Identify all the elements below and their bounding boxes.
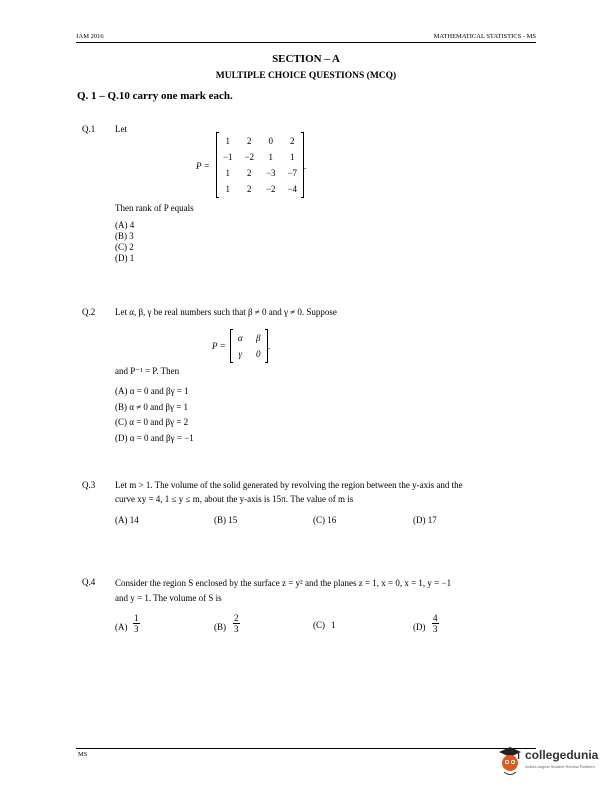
q2-number: Q.2 <box>82 307 96 317</box>
logo-tagline: India's largest Student Review Platform <box>525 764 595 769</box>
q3-option-a: (A) 14 <box>115 515 139 525</box>
footer-rule <box>76 748 536 749</box>
matrix-row <box>217 133 303 149</box>
matrix-cell: 1 <box>225 136 230 146</box>
marks-note: Q. 1 – Q.10 carry one mark each. <box>77 90 233 102</box>
q4-option-a-num: 1 <box>134 613 139 623</box>
q4-option-b-num: 2 <box>234 613 239 623</box>
collegedunia-logo <box>495 742 607 778</box>
q3-line1: Let m > 1. The volume of the solid generated by revolving the region between the y-axis and the <box>115 480 463 490</box>
q1-lhs: P = <box>196 161 210 171</box>
q1-option-d: (D) 1 <box>115 253 135 263</box>
q4-line2: and y = 1. The volume of S is <box>115 593 222 603</box>
matrix-cell: 2 <box>290 136 295 146</box>
matrix-cell: 0 <box>255 349 261 359</box>
matrix-cell: 1 <box>225 184 230 194</box>
q4-option-b-den: 3 <box>234 624 239 634</box>
matrix-cell: −1 <box>222 152 233 162</box>
q4-option-a-label: (A) <box>115 622 128 632</box>
q1-options <box>115 220 134 264</box>
matrix-row <box>231 330 267 346</box>
matrix-cell: −4 <box>287 184 298 194</box>
matrix-cell: β <box>255 333 261 343</box>
q1-stem: Then rank of P equals <box>115 203 194 213</box>
q4-line1: Consider the region S enclosed by the surface z = y² and the planes z = 1, x = 0, x = 1, y = −1 <box>115 578 452 588</box>
q2-options <box>115 384 194 446</box>
header-rule <box>76 42 536 43</box>
logo-wordmark: collegedunia <box>525 748 599 762</box>
section-subtitle: MULTIPLE CHOICE QUESTIONS (MCQ) <box>215 71 397 81</box>
q1-matrix <box>216 133 307 197</box>
q4-option-a-fraction <box>133 613 140 634</box>
q4-option-d-den: 3 <box>433 624 438 634</box>
q4-option-d-num: 4 <box>433 613 438 623</box>
matrix-cell: 0 <box>268 136 273 146</box>
q3-number: Q.3 <box>82 480 96 490</box>
section-title: SECTION – A <box>272 53 340 65</box>
q2-option-c: (C) α = 0 and βγ = 2 <box>115 417 189 427</box>
q4-option-d-fraction <box>432 613 439 634</box>
matrix-cell: 2 <box>247 136 252 146</box>
matrix-cell: −2 <box>265 184 276 194</box>
q1-trail: . <box>304 161 307 171</box>
q4-number: Q.4 <box>82 577 96 587</box>
q2-intro: Let α, β, γ be real numbers such that β ≠ 0 and γ ≠ 0. Suppose <box>115 307 337 317</box>
q2-stem: and P⁻¹ = P. Then <box>115 366 180 376</box>
q1-option-a: (A) 4 <box>115 220 135 230</box>
matrix-cell: −7 <box>287 168 298 178</box>
matrix-cell: 1 <box>268 152 273 162</box>
matrix-cell: 2 <box>247 168 252 178</box>
matrix-cell: −2 <box>244 152 255 162</box>
q1-intro: Let <box>115 124 127 134</box>
matrix-row <box>217 165 303 181</box>
q1-option-c: (C) 2 <box>115 242 134 252</box>
q3-line2: curve xy = 4, 1 ≤ y ≤ m, about the y-axis is 15π. The value of m is <box>115 494 354 504</box>
q2-option-a: (A) α = 0 and βγ = 1 <box>115 386 189 396</box>
matrix-cell: γ <box>238 349 242 359</box>
footer-code: MS <box>78 751 88 758</box>
q4-option-c-label: (C) <box>313 620 325 630</box>
q2-lhs: P = <box>212 341 226 351</box>
matrix-cell: α <box>237 333 243 343</box>
q1-number: Q.1 <box>82 124 96 134</box>
matrix-cell: −3 <box>265 168 276 178</box>
matrix-row <box>217 149 303 165</box>
header-right: MATHEMATICAL STATISTICS - MS <box>433 33 536 40</box>
q4-option-b-fraction <box>233 613 240 634</box>
q1-option-b: (B) 3 <box>115 231 134 241</box>
graduate-mascot-icon <box>495 744 525 776</box>
matrix-cell: 2 <box>247 184 252 194</box>
q4-option-c-value: 1 <box>331 620 336 630</box>
q2-matrix <box>230 330 271 362</box>
matrix-cell: 1 <box>225 168 230 178</box>
q3-option-c: (C) 16 <box>313 515 337 525</box>
q4-option-d-label: (D) <box>413 622 426 632</box>
q4-option-b-label: (B) <box>214 622 226 632</box>
matrix-cell: 1 <box>290 152 295 162</box>
q2-option-b: (B) α ≠ 0 and βγ = 1 <box>115 401 189 412</box>
q3-option-b: (B) 15 <box>214 515 238 525</box>
q2-trail: . <box>268 341 271 351</box>
q4-option-a-den: 3 <box>134 624 139 634</box>
matrix-row <box>217 181 303 197</box>
q3-option-d: (D) 17 <box>413 515 437 525</box>
q2-option-d: (D) α = 0 and βγ = −1 <box>115 432 194 443</box>
matrix-row <box>231 346 267 362</box>
header-left: JAM 2016 <box>76 33 104 40</box>
